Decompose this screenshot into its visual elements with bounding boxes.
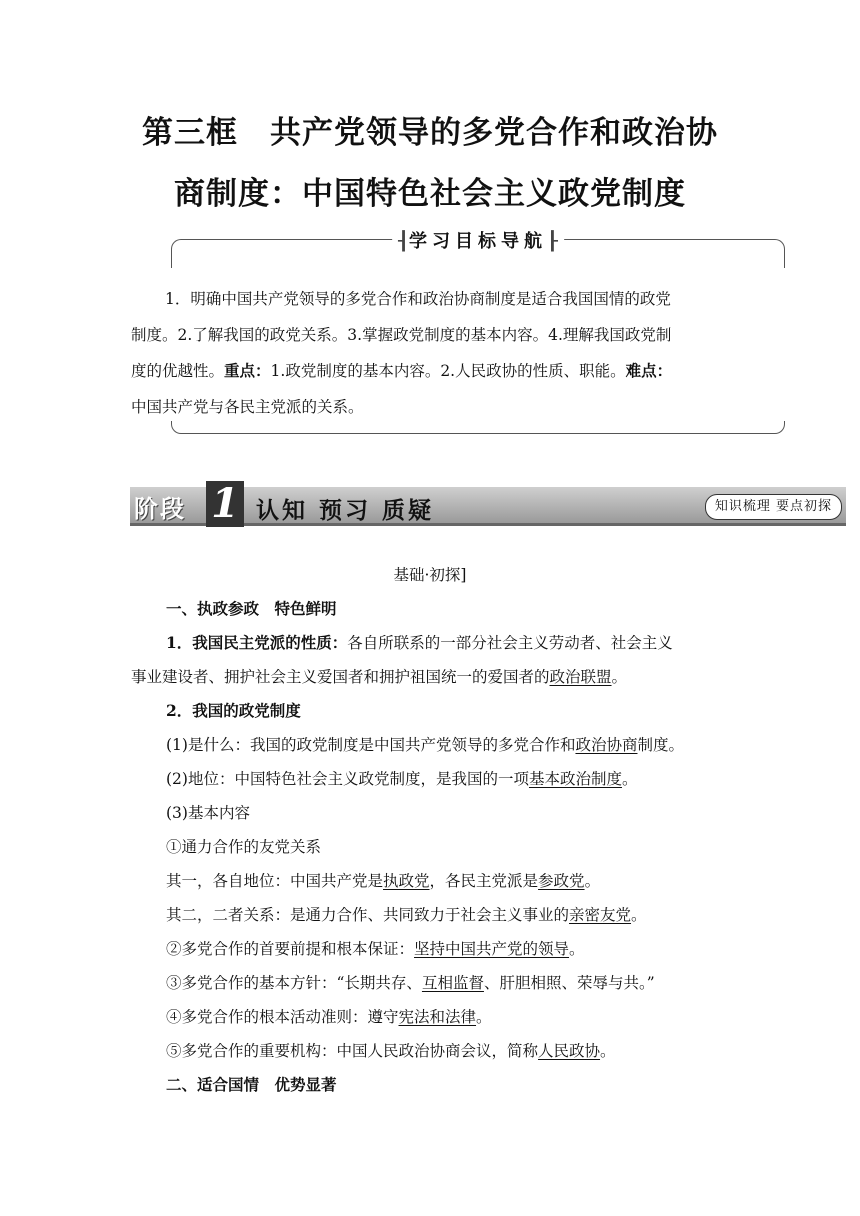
answer-party-leadership: 坚持中国共产党的领导 bbox=[414, 940, 570, 958]
heading-1-text: 一、执政参政 特色鲜明 bbox=[166, 599, 337, 618]
goals-text: 度的优越性。 bbox=[131, 362, 225, 380]
punct: 。 bbox=[600, 1042, 616, 1060]
para-11-text: ④多党合作的根本活动准则：遵守 bbox=[166, 1008, 399, 1026]
para-12-text: ⑤多党合作的重要机构：中国人民政治协商会议，简称 bbox=[166, 1042, 539, 1060]
goals-heading: ┨学习目标导航┠ bbox=[392, 227, 564, 253]
para-1-text: 各自所联系的一部分社会主义劳动者、社会主义 bbox=[347, 634, 673, 652]
para-8-text: 其二，二者关系：是通力合作、共同致力于社会主义事业的 bbox=[166, 906, 570, 924]
page-title-line-2: 商制度：中国特色社会主义政党制度 bbox=[174, 176, 686, 212]
answer-constitution-law: 宪法和法律 bbox=[398, 1008, 477, 1026]
punct: 。 bbox=[631, 906, 647, 924]
punct: 。 bbox=[584, 872, 601, 890]
para-7-text: 其一，各自地位：中国共产党是 bbox=[166, 872, 384, 890]
difficult-points-label: 难点： bbox=[625, 361, 673, 380]
stage-banner bbox=[130, 480, 846, 527]
answer-close-friends: 亲密友党 bbox=[569, 906, 632, 924]
para-10-text: ③多党合作的基本方针：“长期共存、 bbox=[166, 974, 422, 992]
page-title-line-1: 第三框 共产党领导的多党合作和政治协 bbox=[142, 115, 718, 151]
stage-tag: 知识梳理 要点初探 bbox=[705, 494, 842, 520]
answer-basic-system: 基本政治制度 bbox=[528, 770, 622, 788]
answer-consultation: 政治协商 bbox=[575, 736, 638, 754]
para-6-text: ①通力合作的友党关系 bbox=[166, 838, 322, 856]
goals-line-1: 1．明确中国共产党领导的多党合作和政治协商制度是适合我国国情的政党 bbox=[165, 290, 671, 308]
key-points-label: 重点： bbox=[224, 361, 271, 380]
goals-line-4: 中国共产党与各民主党派的关系。 bbox=[131, 398, 364, 416]
punct: 。 bbox=[476, 1008, 492, 1026]
para-3-end: 制度。 bbox=[637, 736, 684, 754]
para-1-label: 1．我国民主党派的性质： bbox=[166, 633, 348, 652]
stage-number: 1 bbox=[206, 481, 244, 527]
stage-name: 认知 预习 质疑 bbox=[256, 498, 435, 524]
answer-cppcc: 人民政协 bbox=[538, 1042, 601, 1060]
answer-political-alliance: 政治联盟 bbox=[549, 668, 612, 686]
heading-2-text: 二、适合国情 优势显著 bbox=[166, 1075, 337, 1094]
para-4-text: (2)地位：中国特色社会主义政党制度，是我国的一项 bbox=[166, 770, 529, 788]
punct: 。 bbox=[621, 770, 638, 788]
para-7-text-2: ，各民主党派是 bbox=[429, 872, 539, 890]
answer-mutual-supervision: 互相监督 bbox=[421, 974, 484, 992]
goals-line-2: 制度。2.了解我国的政党关系。3.掌握政党制度的基本内容。4.理解我国政党制 bbox=[131, 326, 672, 344]
key-points-text: 1.政党制度的基本内容。2.人民政协的性质、职能。 bbox=[270, 362, 626, 380]
para-9-text: ②多党合作的首要前提和根本保证： bbox=[166, 940, 415, 958]
learning-goals-text bbox=[131, 281, 735, 425]
goals-line-3 bbox=[131, 353, 735, 389]
punct: 。 bbox=[569, 940, 585, 958]
para-3-text: (1)是什么：我国的政党制度是中国共产党领导的多党合作和 bbox=[166, 736, 576, 754]
section-subtitle: 基础·初探] bbox=[393, 566, 467, 584]
para-2-text: 2．我国的政党制度 bbox=[166, 701, 301, 720]
punct: 。 bbox=[611, 668, 628, 686]
para-1-text-2: 事业建设者、拥护社会主义爱国者和拥护祖国统一的爱国者的 bbox=[131, 668, 550, 686]
para-5-text: (3)基本内容 bbox=[166, 804, 250, 822]
goals-heading-text: 学习目标导航 bbox=[409, 231, 547, 252]
answer-ruling-party: 执政党 bbox=[383, 872, 430, 890]
stage-label: 阶段 bbox=[134, 495, 186, 523]
answer-participating-party: 参政党 bbox=[538, 872, 585, 890]
para-10-text-2: 、肝胆相照、荣辱与共。” bbox=[483, 974, 655, 992]
